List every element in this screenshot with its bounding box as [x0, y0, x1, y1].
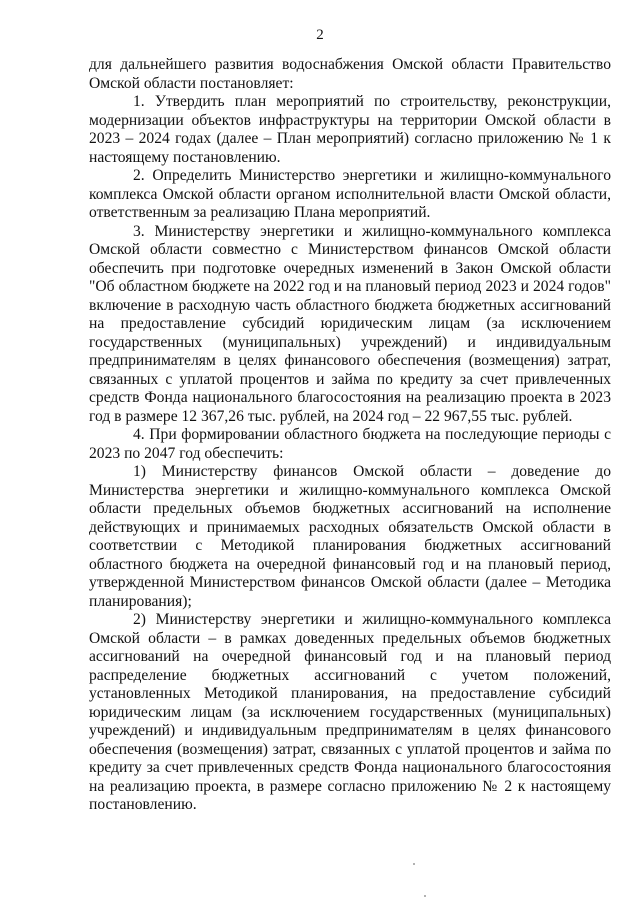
subitem-2-paragraph: 2) Министерству энергетики и жилищно-коммунального комплекса Омской области – в рамках доведенных предельных объемов бюджетных ассигнований на очередной финансовый год и на плановый период распределение бюджетных ассигнований с учетом положений, установленных Методикой планирования, на предоставление субсидий юридическим лицам (за исключением государственных (муниципальных) учреждений) и индивидуальным предпринимателям в целях финансового обеспечения (возмещения) затрат, связанных с уплатой процентов и займа по кредиту за счет привлеченных средств Фонда национального благосостояния на реализацию проекта, в размере согласно приложению № 2 к настоящему постановлению. [89, 611, 611, 813]
scan-speck [424, 895, 426, 897]
item-3-paragraph: 3. Министерству энергетики и жилищно-коммунального комплекса Омской области совместно с Министерством финансов Омской области обеспечить при подготовке очередных изменений в Закон Омской области "Об областном бюджете на 2022 год и на плановый период 2023 и 2024 годов" включение в расходную часть областного бюджета бюджетных ассигнований на предоставление субсидий юридическим лицам (за исключением государственных (муниципальных) учреждений) и индивидуальным предпринимателям в целях финансового обеспечения (возмещения) затрат, связанных с уплатой процентов и займа по кредиту за счет привлеченных средств Фонда национального благосостояния на реализацию проекта в 2023 год в размере 12 367,26 тыс. рублей, на 2024 год – 22 967,55 тыс. рублей. [89, 222, 611, 425]
subitem-1-paragraph: 1) Министерству финансов Омской области – доведение до Министерства энергетики и жилищно-коммунального комплекса Омской области предельных объемов бюджетных ассигнований на исполнение действующих и принимаемых расходных обязательств Омской области в соответствии с Методикой планирования бюджетных ассигнований областного бюджета на очередной финансовый год и на плановый период, утвержденной Министерством финансов Омской области (далее – Методика планирования); [89, 463, 611, 610]
intro-paragraph: для дальнейшего развития водоснабжения Омской области Правительство Омской области постановляет: [89, 56, 611, 92]
item-1-paragraph: 1. Утвердить план мероприятий по строительству, реконструкции, модернизации объектов инфраструктуры на территории Омской области в 2023 – 2024 годах (далее – План мероприятий) согласно приложению № 1 к настоящему постановлению. [89, 93, 611, 166]
page-number: 2 [316, 27, 324, 43]
scan-speck [413, 863, 415, 865]
item-2-paragraph: 2. Определить Министерство энергетики и жилищно-коммунального комплекса Омской области органом исполнительной власти Омской области, ответственным за реализацию Плана мероприятий. [89, 167, 611, 221]
document-body [89, 56, 611, 815]
item-4-paragraph: 4. При формировании областного бюджета на последующие периоды с 2023 по 2047 год обеспечить: [89, 426, 611, 462]
